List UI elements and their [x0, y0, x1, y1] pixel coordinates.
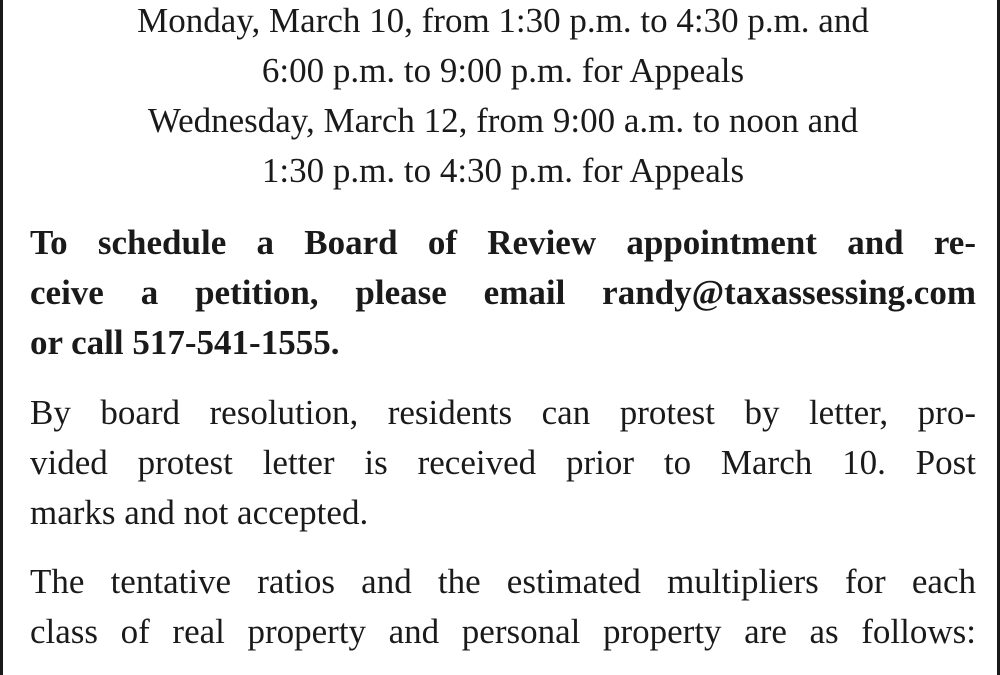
schedule-line-monday: Monday, March 10, from 1:30 p.m. to 4:30 p.m. and [137, 1, 869, 40]
schedule-line-wednesday: Wednesday, March 12, from 9:00 a.m. to noon and [147, 101, 859, 140]
protest-line-1: By board resolution, residents can protest by letter, pro- [30, 393, 976, 432]
protest-notice [30, 388, 976, 538]
ratios-line-2: class of real property and personal property are as follows: [30, 612, 976, 651]
ratios-intro [30, 557, 976, 657]
appointment-line-3: or call 517-541-1555. [30, 323, 340, 362]
schedule-line-monday-evening: 6:00 p.m. to 9:00 p.m. for Appeals [261, 51, 745, 90]
protest-line-2: vided protest letter is received prior to March 10. Post [30, 443, 976, 482]
appeals-schedule [30, 0, 976, 196]
appointment-line-2: ceive a petition, please email randy@taxassessing.com [30, 273, 976, 312]
appointment-line-1: To schedule a Board of Review appointment and re- [30, 223, 976, 262]
schedule-line-wednesday-afternoon: 1:30 p.m. to 4:30 p.m. for Appeals [261, 151, 745, 190]
appointment-notice [30, 218, 976, 368]
ratios-line-1: The tentative ratios and the estimated multipliers for each [30, 562, 976, 601]
protest-line-3: marks and not accepted. [30, 493, 369, 532]
